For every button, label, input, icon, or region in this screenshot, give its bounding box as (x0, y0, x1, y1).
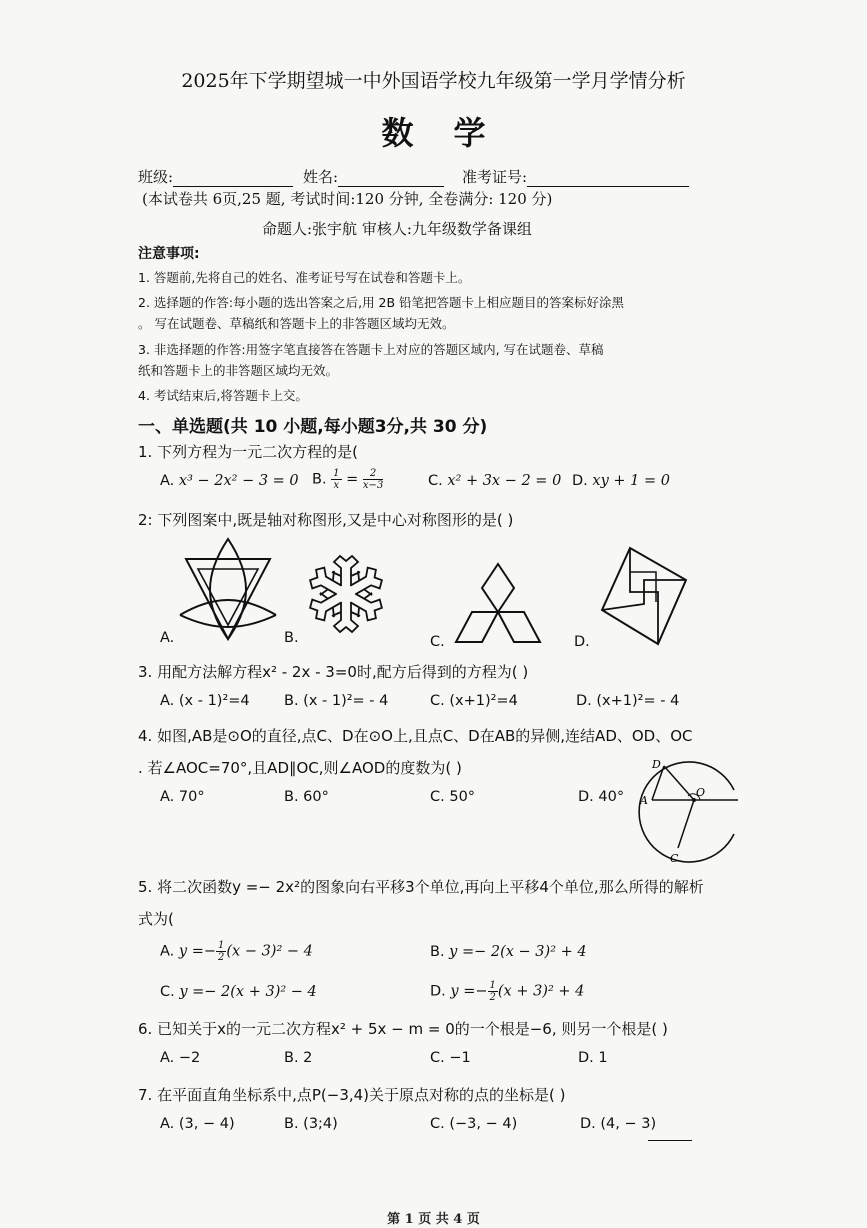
notice-item: 。 写在试题卷、草稿纸和答题卡上的非答题区域均无效。 (138, 316, 455, 331)
question-3-stem: 3. 用配方法解方程x² - 2x - 3=0时,配方后得到的方程为( ) (138, 663, 529, 681)
q6-option-a[interactable]: A. −2 (160, 1050, 201, 1066)
exam-title: 2025年下学期望城一中外国语学校九年级第一学月学情分析 (181, 70, 686, 92)
question-6-stem: 6. 已知关于x的一元二次方程x² + 5x − m = 0的一个根是−6, 则另一个根是( ) (138, 1020, 668, 1038)
q3-option-a[interactable]: A. (x - 1)²=4 (160, 693, 250, 709)
q5-option-a[interactable]: A. y =− $\frac{1}{2}$ (x − 3)² − 4 (160, 940, 313, 963)
q3-option-c[interactable]: C. (x+1)²=4 (430, 693, 518, 709)
q1-option-c[interactable]: C. x² + 3x − 2 = 0 (428, 473, 562, 489)
exam-id-label: 准考证号: (462, 168, 528, 186)
exam-details: (本试卷共 6页,25 题, 考试时间:120 分钟, 全卷满分: 120 分) (142, 190, 553, 208)
q2-option-c[interactable]: C. (430, 634, 445, 650)
fig-label-c: C (670, 852, 679, 865)
triangle-knot-figure (178, 535, 278, 645)
fig-label-a: A (640, 794, 648, 807)
snowflake-figure (300, 548, 392, 640)
q7-option-c[interactable]: C. (−3, − 4) (430, 1116, 518, 1132)
q5-option-c[interactable]: C. y =− 2(x + 3)² − 4 (160, 984, 317, 1000)
name-field (303, 166, 444, 187)
notice-item: 纸和答题卡上的非答题区域均无效。 (138, 363, 339, 378)
fig-label-o: O (696, 786, 706, 799)
q2-option-a[interactable]: A. (160, 630, 175, 646)
q1-option-d[interactable]: D. xy + 1 = 0 (572, 473, 670, 489)
subject-title: 数学 (381, 114, 526, 152)
fig-label-d: D (652, 758, 661, 771)
q1-option-b[interactable]: B. $\frac{1}{x}$ = $\frac{2}{x-3}$ (312, 468, 384, 491)
q5-option-d[interactable]: D. y =− $\frac{1}{2}$ (x + 3)² + 4 (430, 980, 585, 1003)
question-2-stem: 2: 下列图案中,既是轴对称图形,又是中心对称图形的是( ) (138, 511, 514, 529)
q4-option-a[interactable]: A. 70° (160, 789, 205, 805)
q5-option-b[interactable]: B. y =− 2(x − 3)² + 4 (430, 944, 587, 960)
notice-item: 3. 非选择题的作答:用签字笔直接答在答题卡上对应的答题区域内, 写在试题卷、草稿 (138, 342, 604, 357)
question-5-stem-line1: 5. 将二次函数y =− 2x²的图象向右平移3个单位,再向上平移4个单位,那么所得的解析 (138, 878, 704, 896)
section-heading: 一、单选题(共 10 小题,每小题3分,共 30 分) (138, 417, 488, 437)
question-7-stem: 7. 在平面直角坐标系中,点P(−3,4)关于原点对称的点的坐标是( ) (138, 1086, 566, 1104)
authors-line: 命题人:张宇航 审核人:九年级数学备课组 (262, 220, 532, 238)
q6-option-b[interactable]: B. 2 (284, 1050, 313, 1066)
name-label: 姓名: (303, 168, 339, 186)
page-footer: 第 1 页 共 4 页 (387, 1212, 480, 1227)
q2-option-b[interactable]: B. (284, 630, 299, 646)
q1-option-a[interactable]: A. x³ − 2x² − 3 = 0 (160, 473, 299, 489)
q3-option-d[interactable]: D. (x+1)²= - 4 (576, 693, 680, 709)
notice-item: 4. 考试结束后,将答题卡上交。 (138, 388, 308, 403)
notice-heading: 注意事项: (138, 246, 200, 262)
q4-option-d[interactable]: D. 40° (578, 789, 625, 805)
exam-id-blank[interactable] (527, 172, 689, 187)
notice-item: 2. 选择题的作答:每小题的选出答案之后,用 2B 铅笔把答题卡上相应题目的答案标好涂黑 (138, 295, 625, 310)
q7-option-d[interactable]: D. (4, − 3) (580, 1116, 657, 1132)
class-label: 班级: (138, 168, 174, 186)
class-blank[interactable] (173, 172, 293, 187)
question-1-stem: 1. 下列方程为一元二次方程的是( (138, 443, 358, 461)
q6-option-d[interactable]: D. 1 (578, 1050, 608, 1066)
q2-option-d[interactable]: D. (574, 634, 590, 650)
square-pinwheel-figure (596, 544, 690, 648)
q4-option-c[interactable]: C. 50° (430, 789, 476, 805)
q6-option-c[interactable]: C. −1 (430, 1050, 471, 1066)
three-diamond-figure (452, 560, 544, 650)
question-5-stem-line2: 式为( (138, 910, 174, 928)
question-4-stem-line1: 4. 如图,AB是⊙O的直径,点C、D在⊙O上,且点C、D在AB的异侧,连结AD、OD、OC (138, 727, 693, 745)
divider-line (648, 1140, 692, 1141)
q7-option-b[interactable]: B. (3;4) (284, 1116, 338, 1132)
class-field (138, 166, 293, 187)
name-blank[interactable] (338, 172, 444, 187)
circle-geometry-figure (638, 756, 738, 866)
q7-option-a[interactable]: A. (3, − 4) (160, 1116, 235, 1132)
q4-option-b[interactable]: B. 60° (284, 789, 329, 805)
notice-item: 1. 答题前,先将自己的姓名、准考证号写在试卷和答题卡上。 (138, 270, 471, 285)
q3-option-b[interactable]: B. (x - 1)²= - 4 (284, 693, 389, 709)
question-4-stem-line2: . 若∠AOC=70°,且AD∥OC,则∠AOD的度数为( ) (138, 759, 462, 777)
exam-id-field (462, 166, 689, 187)
